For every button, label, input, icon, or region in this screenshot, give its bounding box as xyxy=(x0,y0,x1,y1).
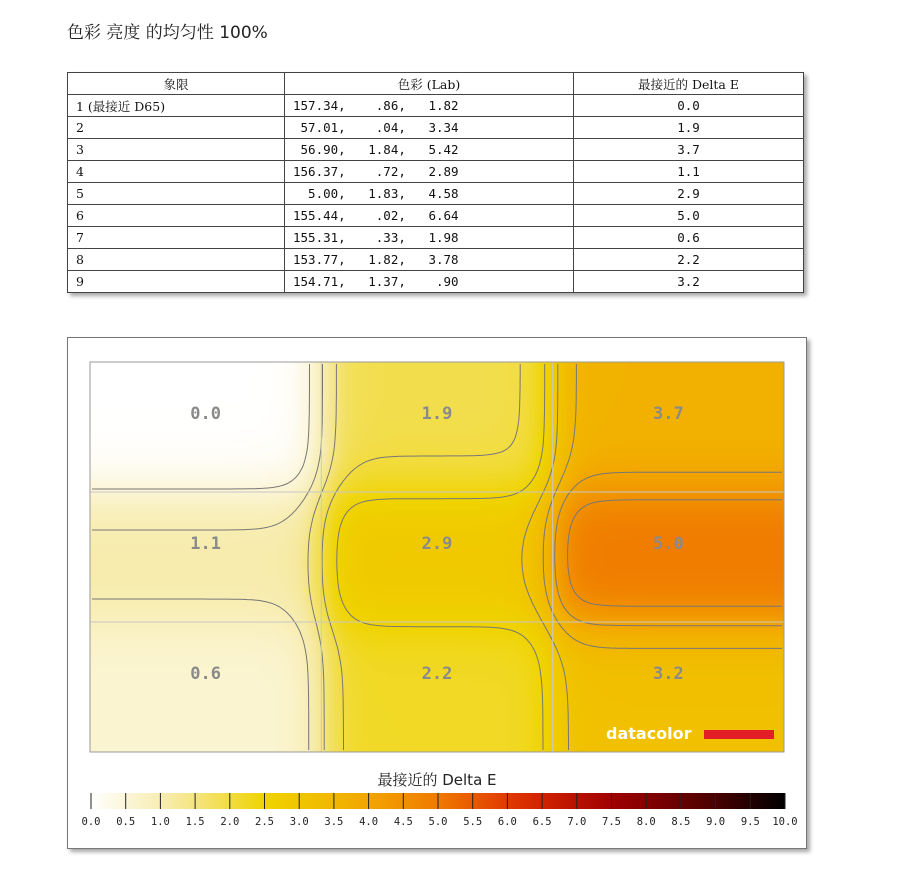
quadrant-cell: 5 xyxy=(68,183,285,205)
table-row xyxy=(68,161,804,183)
table-row xyxy=(68,139,804,161)
colorbar-tick-label: 5.0 xyxy=(428,816,448,828)
colorbar-tick-label: 2.0 xyxy=(220,816,240,828)
cell-value-label: 3.7 xyxy=(652,404,684,424)
delta-e-cell: 5.0 xyxy=(574,205,804,227)
colorbar-tick-label: 9.0 xyxy=(706,816,726,828)
colorbar-tick-label: 8.5 xyxy=(671,816,691,828)
colorbar-tick-label: 0.0 xyxy=(81,816,101,828)
quadrant-cell: 4 xyxy=(68,161,285,183)
colorbar-tick-label: 6.5 xyxy=(532,816,552,828)
quadrant-cell: 2 xyxy=(68,117,285,139)
colorbar-tick-label: 10.0 xyxy=(772,816,798,828)
datacolor-logo-bar xyxy=(704,730,774,739)
table-row xyxy=(68,183,804,205)
lab-cell: 157.34, .86, 1.82 xyxy=(285,95,574,117)
colorbar-tick-label: 9.5 xyxy=(740,816,760,828)
delta-e-cell: 0.0 xyxy=(574,95,804,117)
colorbar-tick-label: 0.5 xyxy=(116,816,136,828)
table-row xyxy=(68,117,804,139)
delta-e-cell: 0.6 xyxy=(574,227,804,249)
quadrant-cell: 8 xyxy=(68,249,285,271)
table-row xyxy=(68,205,804,227)
quadrant-cell: 1 (最接近 D65) xyxy=(68,95,285,117)
quadrant-cell: 9 xyxy=(68,271,285,293)
quadrant-cell: 7 xyxy=(68,227,285,249)
quadrant-cell: 3 xyxy=(68,139,285,161)
header-delta-e: 最接近的 Delta E xyxy=(574,73,804,95)
colorbar-tick-label: 2.5 xyxy=(255,816,274,828)
table-row xyxy=(68,249,804,271)
delta-e-cell: 3.7 xyxy=(574,139,804,161)
heatmap-panel xyxy=(67,337,807,849)
colorbar-tick-label: 7.0 xyxy=(567,816,587,828)
cell-value-label: 5.0 xyxy=(652,534,684,554)
cell-value-label: 2.9 xyxy=(421,534,453,554)
cell-value-label: 0.0 xyxy=(190,404,222,424)
page-title: 色彩 亮度 的均匀性 100% xyxy=(67,23,268,43)
cell-value-label: 1.9 xyxy=(421,404,453,424)
delta-e-cell: 2.2 xyxy=(574,249,804,271)
uniformity-table-container xyxy=(67,72,804,293)
lab-cell: 57.01, .04, 3.34 xyxy=(285,117,574,139)
uniformity-table xyxy=(67,72,804,293)
delta-e-cell: 3.2 xyxy=(574,271,804,293)
header-lab: 色彩 (Lab) xyxy=(285,73,574,95)
datacolor-logo: datacolor xyxy=(606,724,692,743)
delta-e-cell: 2.9 xyxy=(574,183,804,205)
lab-cell: 153.77, 1.82, 3.78 xyxy=(285,249,574,271)
lab-cell: 156.37, .72, 2.89 xyxy=(285,161,574,183)
lab-cell: 155.31, .33, 1.98 xyxy=(285,227,574,249)
colorbar-tick-label: 5.5 xyxy=(463,816,483,828)
colorbar-tick-label: 1.5 xyxy=(185,816,205,828)
cell-value-label: 1.1 xyxy=(190,534,222,554)
colorbar-tick-label: 3.0 xyxy=(289,816,309,828)
quadrant-cell: 6 xyxy=(68,205,285,227)
table-row xyxy=(68,271,804,293)
delta-e-cell: 1.9 xyxy=(574,117,804,139)
table-row xyxy=(68,95,804,117)
colorbar-tick-label: 7.5 xyxy=(602,816,621,828)
header-quadrant: 象限 xyxy=(68,73,285,95)
cell-value-label: 3.2 xyxy=(652,664,684,684)
colorbar-tick-label: 6.0 xyxy=(497,816,517,828)
colorbar-tick-label: 3.5 xyxy=(324,816,344,828)
lab-cell: 5.00, 1.83, 4.58 xyxy=(285,183,574,205)
cell-value-label: 0.6 xyxy=(190,664,222,684)
colorbar-tick-label: 1.0 xyxy=(150,816,170,828)
lab-cell: 154.71, 1.37, .90 xyxy=(285,271,574,293)
table-row xyxy=(68,227,804,249)
lab-cell: 155.44, .02, 6.64 xyxy=(285,205,574,227)
cell-value-label: 2.2 xyxy=(421,664,453,684)
colorbar-tick-label: 4.5 xyxy=(393,816,413,828)
heatmap-chart xyxy=(68,338,806,848)
delta-e-cell: 1.1 xyxy=(574,161,804,183)
colorbar-title: 最接近的 Delta E xyxy=(377,771,497,789)
table-header-row xyxy=(68,73,804,95)
colorbar-tick-label: 8.0 xyxy=(636,816,656,828)
lab-cell: 56.90, 1.84, 5.42 xyxy=(285,139,574,161)
colorbar-tick-label: 4.0 xyxy=(359,816,379,828)
